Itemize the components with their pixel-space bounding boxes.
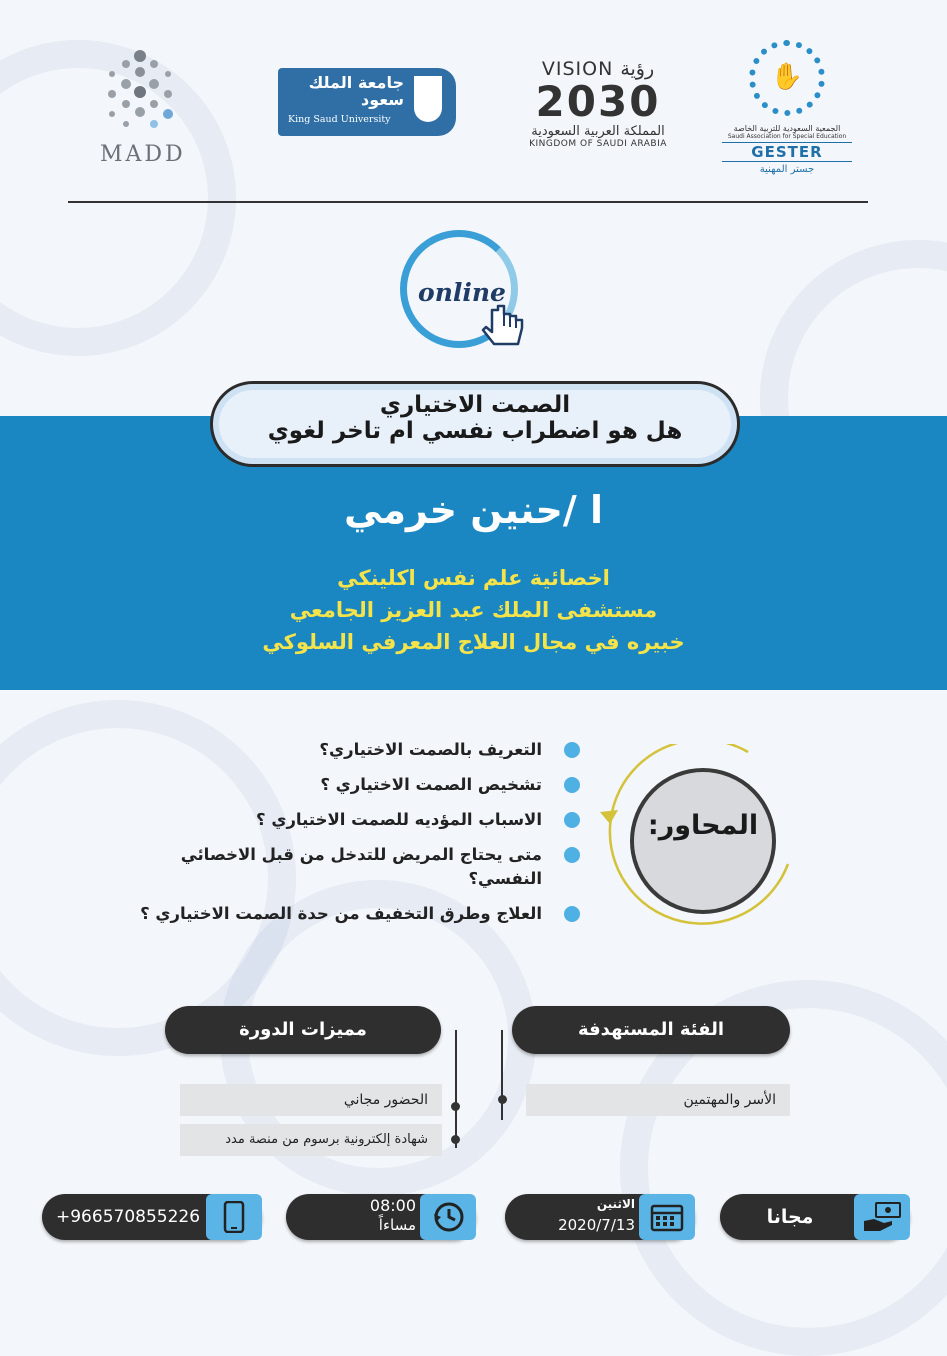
gester-emblem-icon: ✋ — [749, 40, 825, 116]
bullet-dot-icon — [498, 1095, 507, 1104]
gester-english: Saudi Association for Special Education — [727, 133, 847, 140]
phone-pill[interactable] — [42, 1194, 262, 1240]
speaker-name: ا /حنين خرمي — [344, 488, 603, 532]
phone-icon — [206, 1194, 262, 1240]
vision-2030-logo — [518, 58, 678, 149]
target-audience-item: الأسر والمهتمين — [526, 1084, 790, 1116]
topic-text: متى يحتاج المريض للتدخل من قبل الاخصائي النفسي؟ — [180, 845, 542, 888]
topic-text: العلاج وطرق التخفيف من حدة الصمت الاختياري ؟ — [140, 904, 542, 923]
topic-item — [140, 843, 580, 891]
time-pill — [286, 1194, 476, 1240]
ksu-arabic-name: جامعة الملك سعود — [308, 73, 404, 109]
topic-item — [140, 738, 580, 762]
bullet-dot-icon — [451, 1135, 460, 1144]
gester-subtitle: جستر المهنية — [759, 164, 815, 175]
gester-name: GESTER — [722, 142, 852, 162]
topic-item — [140, 808, 580, 832]
clock-icon — [420, 1194, 476, 1240]
bullet-dot-icon — [564, 777, 580, 793]
feature-item: شهادة إلكترونية برسوم من منصة مدد — [180, 1124, 442, 1156]
bullet-dot-icon — [564, 847, 580, 863]
target-connector — [501, 1030, 503, 1120]
features-connector — [455, 1030, 457, 1148]
phone-number: +966570855226 — [56, 1207, 201, 1227]
madd-logo-icon — [100, 48, 180, 138]
calendar-icon — [639, 1194, 695, 1240]
topic-text: الاسباب المؤديه للصمت الاختياري ؟ — [256, 810, 542, 829]
session-date: 2020/7/13 — [558, 1216, 635, 1234]
speaker-credential: خبيره في مجال العلاج المعرفي السلوكي — [262, 630, 685, 654]
topics-list — [140, 738, 580, 937]
gester-arabic: الجمعية السعودية للتربية الخاصة — [733, 124, 841, 133]
session-time-period: مساءاً — [378, 1216, 416, 1234]
axes-circle — [630, 768, 776, 914]
topic-item — [140, 773, 580, 797]
vision-arabic: المملكة العربية السعودية — [531, 124, 665, 139]
bullet-dot-icon — [564, 812, 580, 828]
date-pill — [505, 1194, 695, 1240]
price-pill — [720, 1194, 910, 1240]
session-day: الاثنين — [596, 1197, 635, 1211]
session-title: الصمت الاختياري — [379, 392, 571, 418]
session-subtitle: هل هو اضطراب نفسي ام تاخر لغوي — [267, 418, 683, 444]
course-features-heading: مميزات الدورة — [165, 1006, 441, 1054]
speaker-credential: اخصائية علم نفس اكلينكي — [337, 566, 610, 590]
target-audience-heading: الفئة المستهدفة — [512, 1006, 790, 1054]
feature-item: الحضور مجاني — [180, 1084, 442, 1116]
bullet-dot-icon — [564, 742, 580, 758]
vision-label: VISION رؤية — [541, 58, 655, 80]
session-time: 08:00 — [369, 1196, 416, 1215]
session-title-box — [210, 381, 740, 467]
price-label: مجانا — [766, 1206, 814, 1228]
hand-cursor-icon — [478, 300, 538, 354]
topic-item — [140, 902, 580, 926]
money-hand-icon — [854, 1194, 910, 1240]
topic-text: التعريف بالصمت الاختياري؟ — [319, 740, 542, 759]
axes-label: المحاور: — [647, 810, 759, 841]
vision-english: KINGDOM OF SAUDI ARABIA — [529, 139, 667, 149]
ksu-english-name: King Saud University — [288, 114, 391, 125]
header-divider — [68, 201, 868, 203]
ksu-logo — [278, 68, 456, 136]
bullet-dot-icon — [564, 906, 580, 922]
topic-text: تشخيص الصمت الاختياري ؟ — [320, 775, 542, 794]
online-label: online — [418, 278, 506, 307]
bullet-dot-icon — [451, 1102, 460, 1111]
madd-logo-text: MADD — [100, 142, 186, 167]
gester-logo — [722, 40, 852, 175]
vision-year: 2030 — [535, 77, 661, 126]
ksu-seal-icon — [414, 76, 442, 122]
speaker-credential: مستشفى الملك عبد العزيز الجامعي — [289, 598, 658, 622]
